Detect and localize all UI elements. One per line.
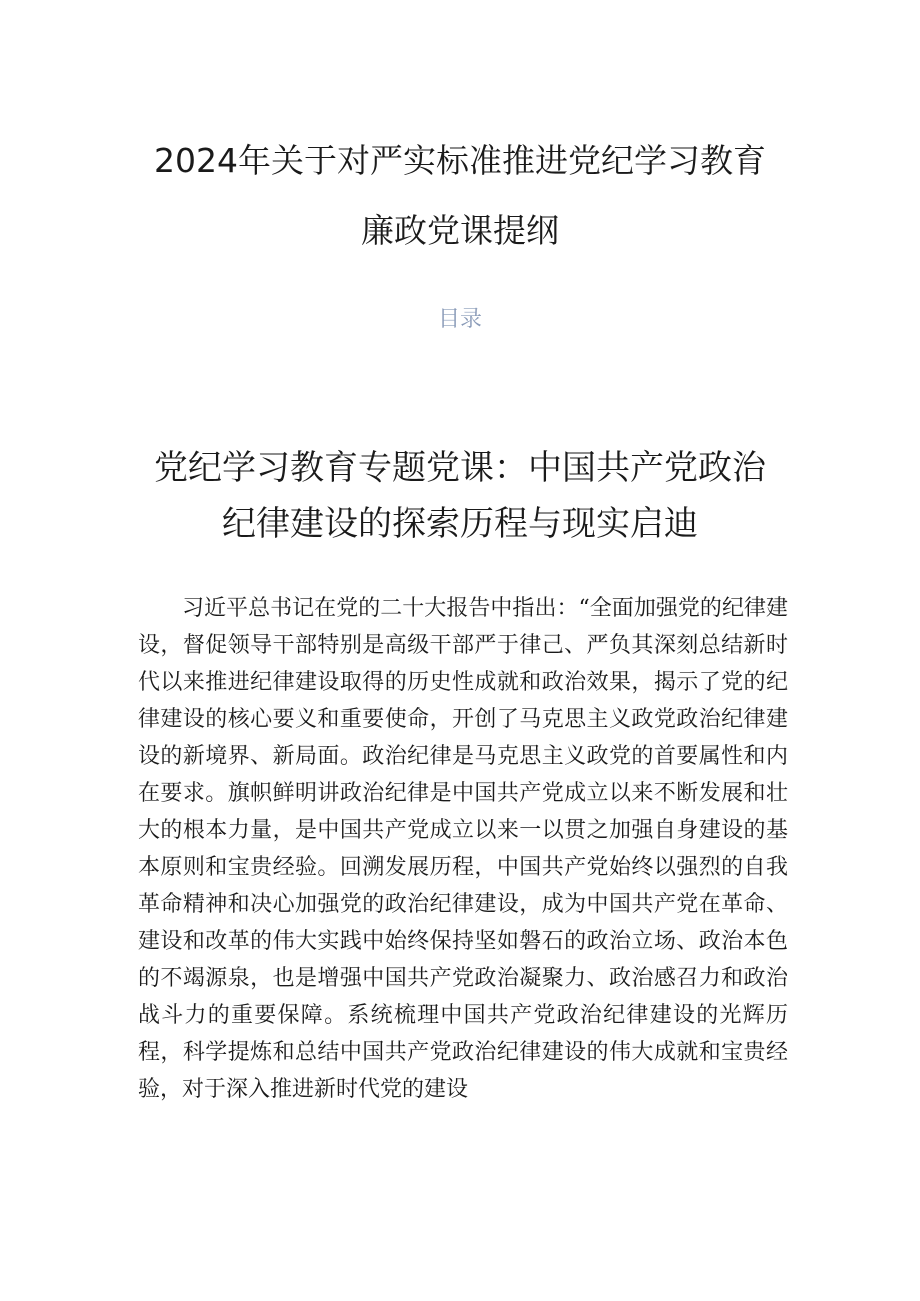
section-title-line-2: 纪律建设的探索历程与现实启迪 [222,504,698,544]
section-title [0,440,920,552]
document-title-line-1: 2024年关于对严实标准推进党纪学习教育 [154,141,766,180]
body-paragraph: 习近平总书记在党的二十大报告中指出：“全面加强党的纪律建设，督促领导干部特别是高级干部严于律己、严负其深刻总结新时代以来推进纪律建设取得的历史性成就和政治效果，揭示了党的纪律建设的核心要义和重要使命，开创了马克思主义政党政治纪律建设的新境界、新局面。政治纪律是马克思主义政党的首要属性和内在要求。旗帜鲜明讲政治纪律是中国共产党成立以来不断发展和壮大的根本力量，是中国共产党成立以来一以贯之加强自身建设的基本原则和宝贵经验。回溯发展历程，中国共产党始终以强烈的自我革命精神和决心加强党的政治纪律建设，成为中国共产党在革命、建设和改革的伟大实践中始终保持坚如磐石的政治立场、政治本色的不竭源泉，也是增强中国共产党政治凝聚力、政治感召力和政治战斗力的重要保障。系统梳理中国共产党政治纪律建设的光辉历程，科学提炼和总结中国共产党政治纪律建设的伟大成就和宝贵经验，对于深入推进新时代党的建设 [138,596,788,1102]
table-of-contents-link[interactable]: 目录 [437,307,482,332]
document-title-line-2: 廉政党课提纲 [361,211,559,250]
section-title-line-1: 党纪学习教育专题党课：中国共产党政治 [154,448,766,488]
document-title [0,126,920,266]
